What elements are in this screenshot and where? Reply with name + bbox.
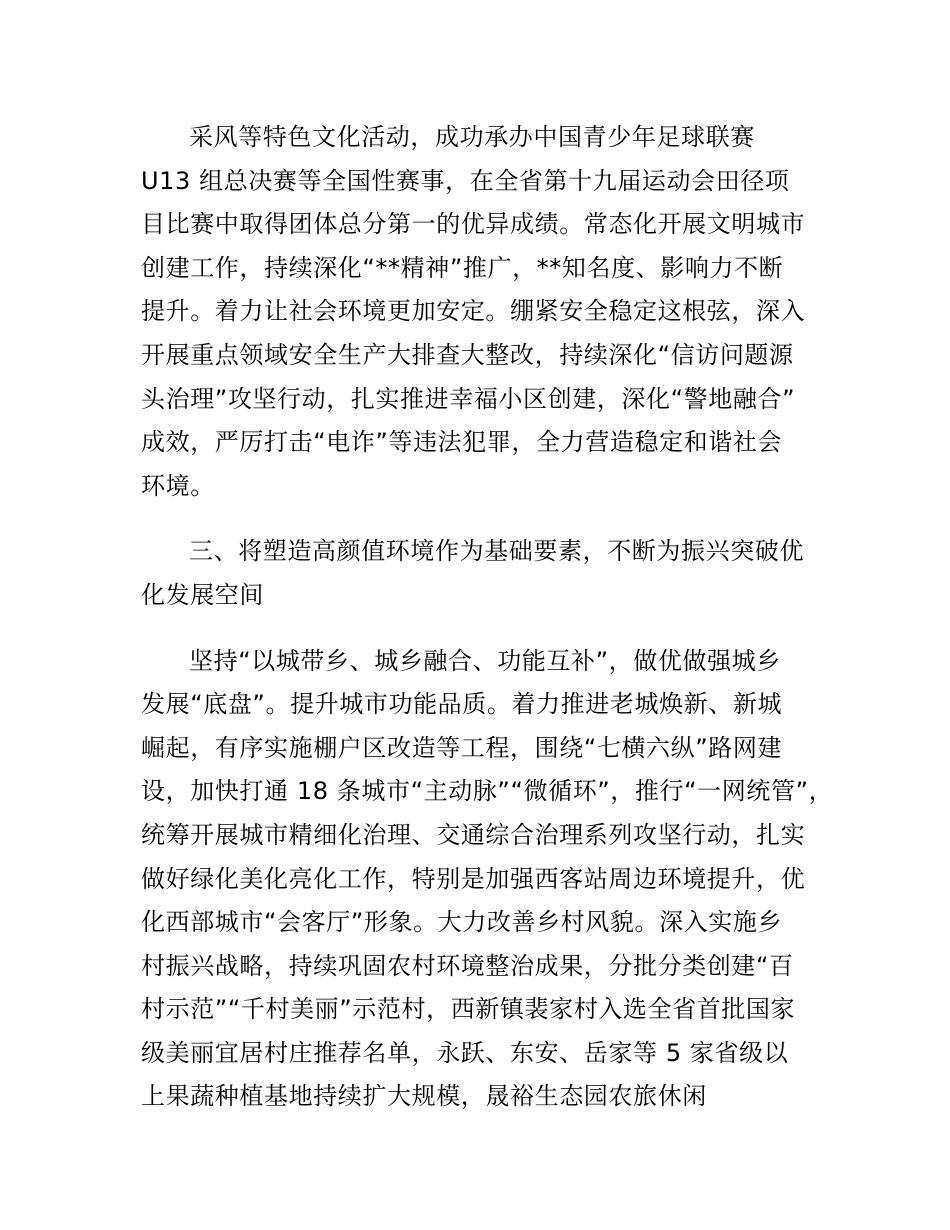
section-heading — [141, 530, 831, 617]
text-line: 上果蔬种植基地持续扩大规模，晟裕生态园农旅休闲 — [141, 1082, 707, 1111]
text-line: 村示范”“千村美丽”示范村，西新镇裴家村入选全省首批国家 — [141, 995, 796, 1024]
text-line: 发展“底盘”。提升城市功能品质。着力推进老城焕新、新城 — [141, 690, 783, 719]
text-line: 崛起，有序实施棚户区改造等工程，围绕“七横六纵”路网建 — [141, 733, 783, 762]
document-page — [141, 116, 834, 1119]
text-line: 村振兴战略，持续巩固农村环境整治成果，分批分类创建“百 — [141, 951, 794, 980]
text-line: 级美丽宜居村庄推荐名单，永跃、东安、岳家等 5 家省级以 — [141, 1038, 789, 1067]
text-line: 头治理”攻坚行动，扎实推进幸福小区创建，深化“警地融合” — [141, 384, 796, 413]
text-line: 坚持“以城带乡、城乡融合、功能互补”，做优做强城乡 — [189, 646, 781, 675]
heading-line: 化发展空间 — [141, 580, 264, 609]
text-line: 统筹开展城市精细化治理、交通综合治理系列攻坚行动，扎实 — [141, 820, 806, 849]
paragraph-cultural-activities — [141, 116, 831, 508]
text-line: 成效，严厉打击“电诈”等违法犯罪，全力营造稳定和谐社会 — [141, 428, 783, 457]
text-line: 提升。着力让社会环境更加安定。绷紧安全稳定这根弦，深入 — [141, 297, 806, 326]
text-line: 开展重点领域安全生产大排查大整改，持续深化“信访问题源 — [141, 340, 794, 369]
text-line: 做好绿化美化亮化工作，特别是加强西客站周边环境提升，优 — [141, 864, 806, 893]
paragraph-spacer — [141, 508, 831, 530]
heading-line: 三、将塑造高颜值环境作为基础要素，不断为振兴突破优 — [189, 537, 804, 566]
text-line: 环境。 — [141, 471, 215, 500]
paragraph-spacer — [141, 618, 831, 640]
text-line: 创建工作，持续深化“**精神”推广，**知名度、影响力不断 — [141, 253, 784, 282]
text-line: 化西部城市“会客厅”形象。大力改善乡村风貌。深入实施乡 — [141, 908, 783, 937]
text-line: 采风等特色文化活动，成功承办中国青少年足球联赛 — [189, 123, 755, 151]
text-line: 设，加快打通 18 条城市“主动脉”“微循环”，推行“一网统管”， — [141, 777, 834, 806]
paragraph-urban-rural — [141, 640, 834, 1120]
text-line: 目比赛中取得团体总分第一的优异成绩。常态化开展文明城市 — [141, 210, 806, 239]
text-line: U13 组总决赛等全国性赛事，在全省第十九届运动会田径项 — [141, 166, 790, 195]
